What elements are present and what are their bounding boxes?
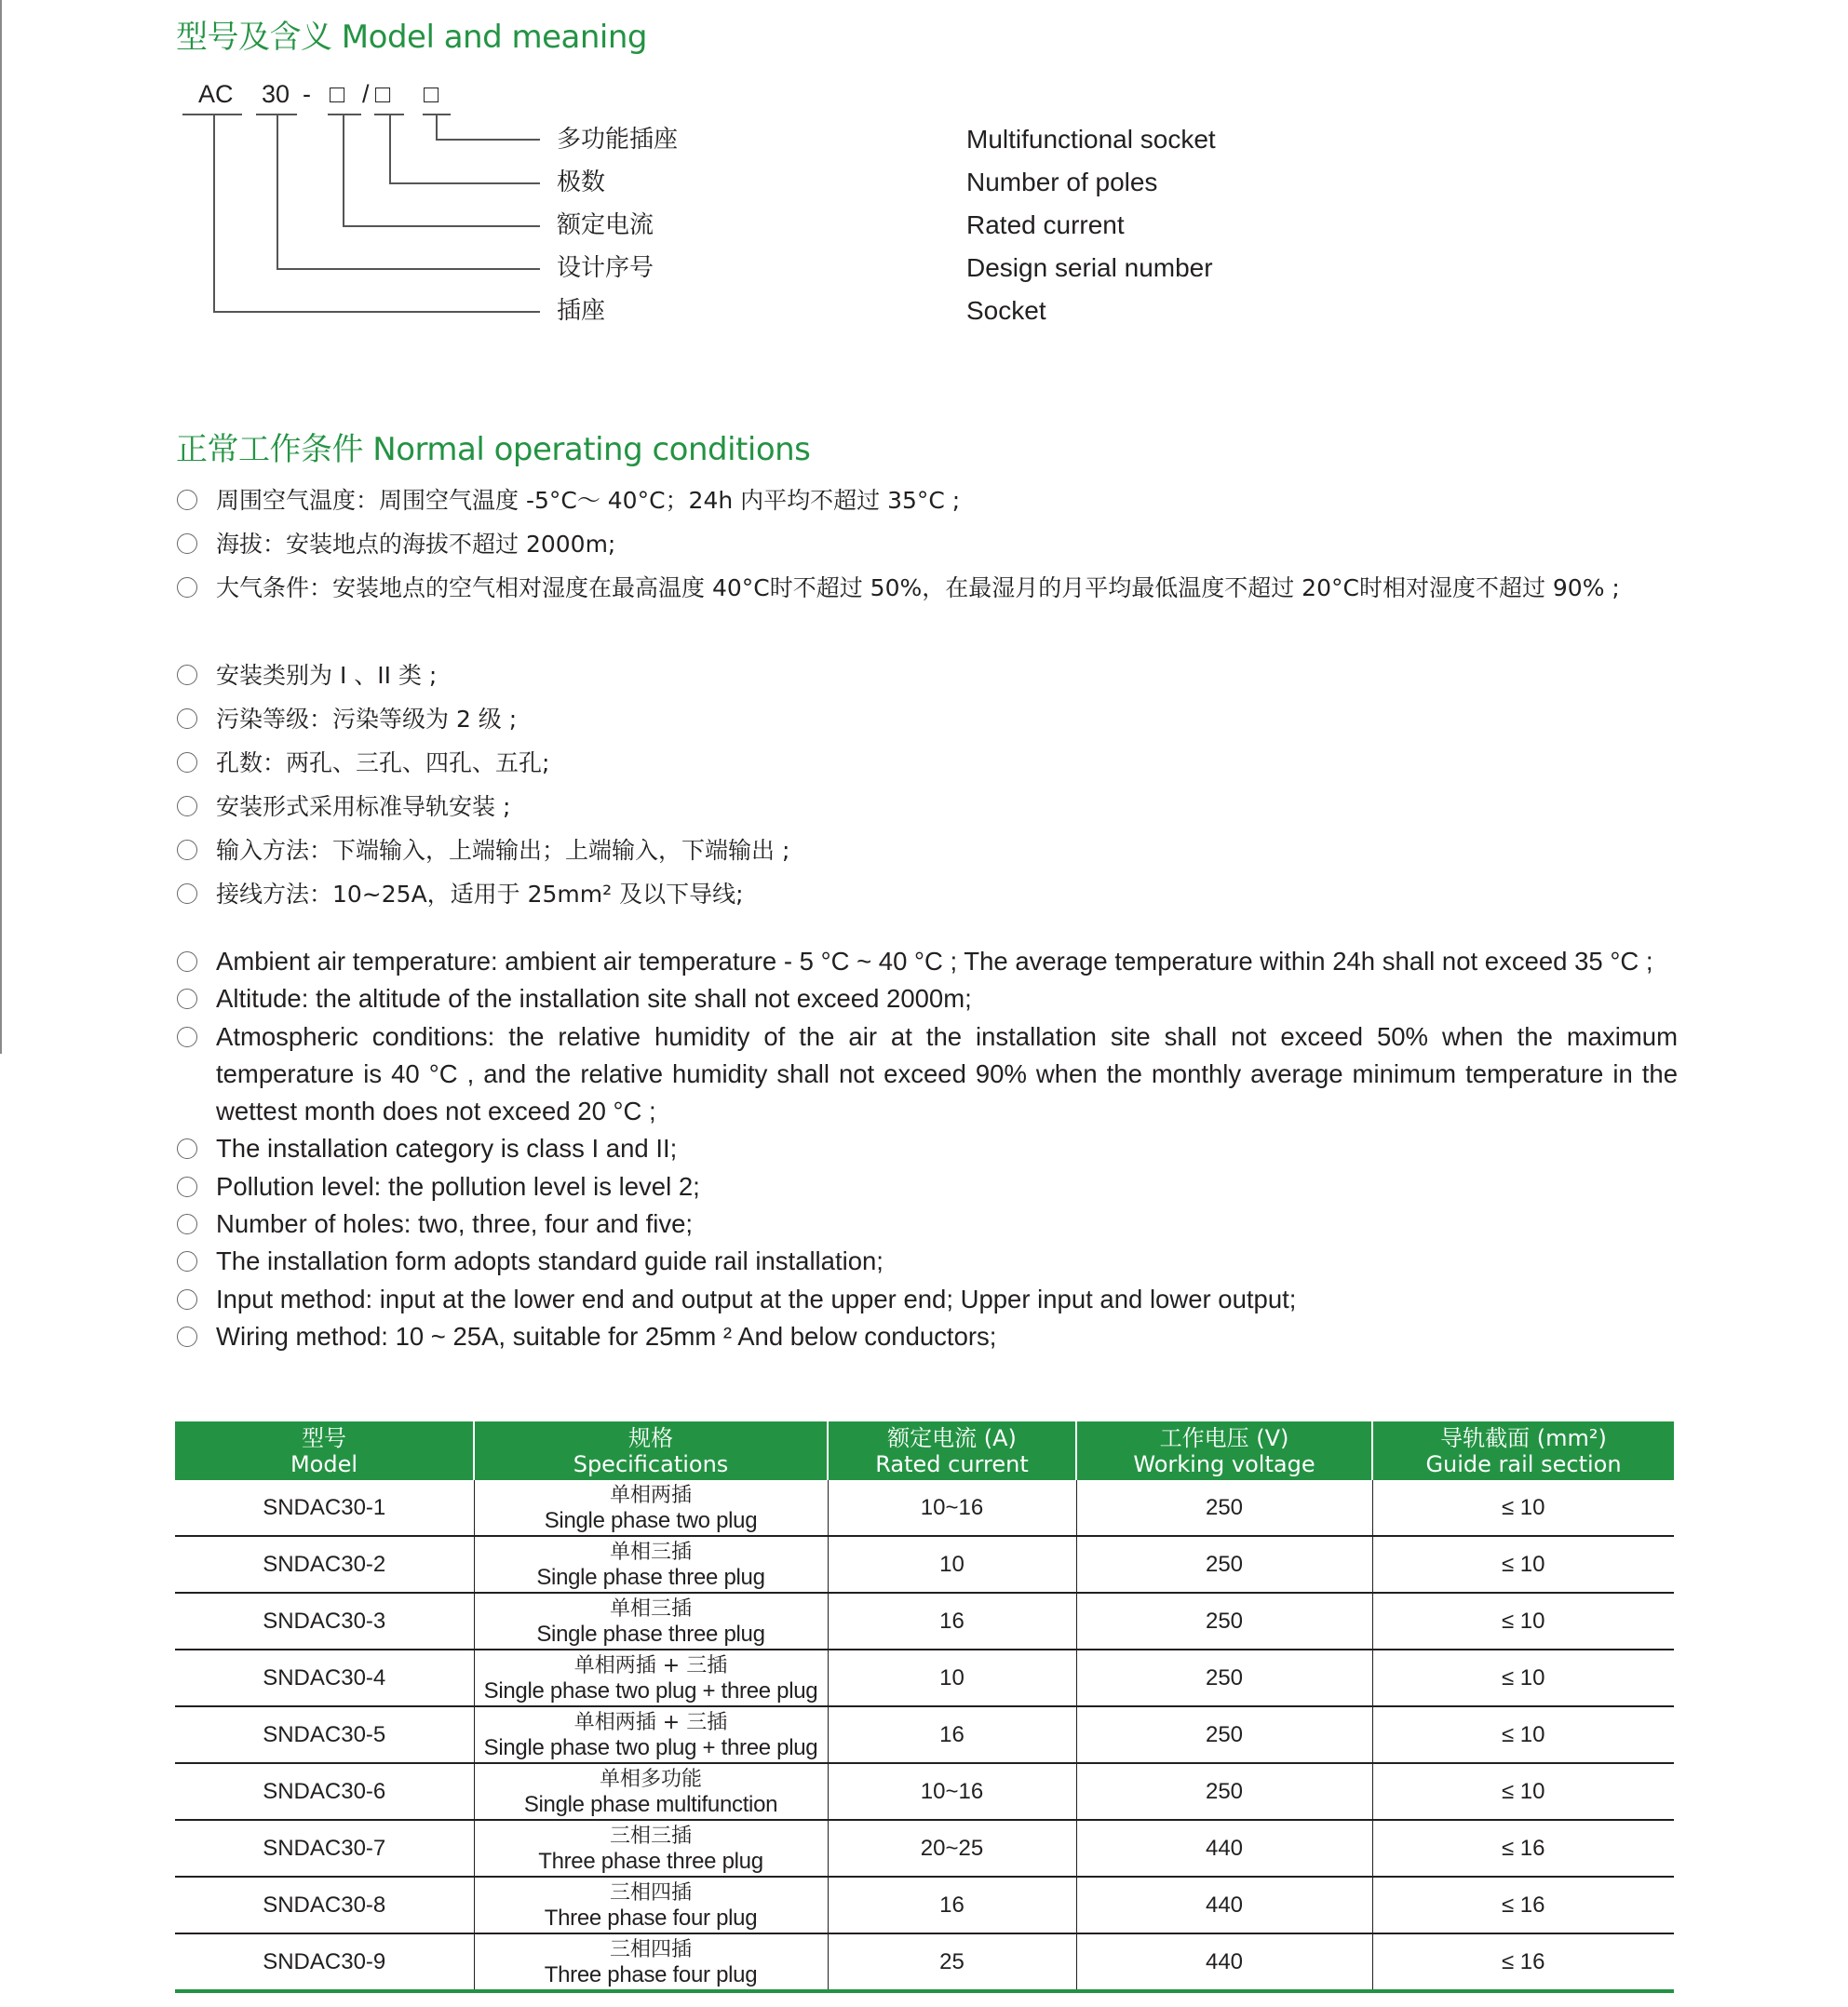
cell-voltage: 250 bbox=[1205, 1722, 1244, 1747]
cell-spec-cn: 单相三插 bbox=[609, 1596, 692, 1621]
condition-item-cn bbox=[176, 785, 1678, 828]
meaning-en-design-serial: Design serial number bbox=[966, 253, 1213, 282]
condition-text: Altitude: the altitude of the installation site shall not exceed 2000m; bbox=[216, 984, 972, 1014]
table-cell bbox=[1372, 1593, 1674, 1650]
cell-spec-cn: 三相四插 bbox=[609, 1937, 692, 1961]
underline-box1 bbox=[328, 114, 361, 115]
table-cell bbox=[175, 1536, 474, 1593]
circle-bullet-icon bbox=[177, 1289, 197, 1310]
model-section-title: 型号及含义 Model and meaning bbox=[176, 19, 647, 56]
condition-text: Atmospheric conditions: the relative humidity of the air at the installation site shall not exceed 50% when the maximum temperature is 40 °C , and the relative humidity shall not exceed 90% when the monthly average minimum temperature in the wettest month does not exceed 20 °C ; bbox=[216, 1021, 1678, 1126]
condition-text: 孔数：两孔、三孔、四孔、五孔; bbox=[216, 749, 550, 776]
cell-spec-en: Three phase three plug bbox=[538, 1848, 763, 1874]
condition-item-cn bbox=[176, 741, 1678, 785]
cell-voltage: 250 bbox=[1205, 1552, 1244, 1577]
connector-horizontal bbox=[389, 182, 540, 184]
table-cell bbox=[828, 1763, 1076, 1820]
circle-bullet-icon bbox=[177, 883, 197, 904]
table-cell bbox=[1076, 1706, 1372, 1763]
condition-item-en bbox=[176, 1206, 1678, 1243]
table-body bbox=[175, 1480, 1674, 1991]
table-cell bbox=[175, 1593, 474, 1650]
connector-horizontal bbox=[436, 139, 540, 141]
condition-text: Number of holes: two, three, four and five; bbox=[216, 1209, 694, 1239]
circle-bullet-icon bbox=[177, 577, 197, 598]
code-slash: / bbox=[362, 80, 370, 108]
connector-horizontal bbox=[277, 268, 540, 270]
cell-voltage: 440 bbox=[1205, 1893, 1244, 1918]
condition-item-cn bbox=[176, 828, 1678, 872]
condition-item-en bbox=[176, 1281, 1678, 1318]
circle-bullet-icon bbox=[177, 752, 197, 773]
circle-bullet-icon bbox=[177, 1251, 197, 1272]
table-header-row bbox=[175, 1421, 1674, 1480]
circle-bullet-icon bbox=[177, 1327, 197, 1347]
conditions-list-en bbox=[176, 943, 1678, 1355]
meaning-en-socket: Socket bbox=[966, 296, 1046, 325]
column-header-en: Model bbox=[290, 1450, 358, 1477]
cell-current: 20~25 bbox=[920, 1836, 984, 1861]
circle-bullet-icon bbox=[177, 1138, 197, 1159]
table-cell bbox=[828, 1480, 1076, 1536]
column-header-cn: 额定电流 (A) bbox=[887, 1424, 1017, 1451]
cell-model: SNDAC30-1 bbox=[263, 1495, 386, 1520]
column-header-en: Rated current bbox=[875, 1450, 1029, 1477]
code-dash: - bbox=[303, 80, 311, 108]
column-header-guide-rail-section bbox=[1372, 1421, 1674, 1480]
cell-spec-en: Single phase two plug bbox=[544, 1507, 758, 1533]
cell-voltage: 440 bbox=[1205, 1836, 1244, 1861]
circle-bullet-icon bbox=[177, 665, 197, 685]
condition-item-cn bbox=[176, 653, 1678, 697]
cell-rail: ≤ 10 bbox=[1501, 1779, 1545, 1804]
condition-text: 输入方法：下端输入，上端输出；上端输入，下端输出 ; bbox=[216, 837, 790, 864]
connector-vertical bbox=[277, 114, 278, 269]
cell-spec-en: Single phase three plug bbox=[536, 1564, 765, 1590]
table-cell bbox=[1372, 1480, 1674, 1536]
table-cell bbox=[474, 1877, 828, 1933]
table-cell bbox=[1076, 1650, 1372, 1706]
cell-model: SNDAC30-2 bbox=[263, 1552, 386, 1577]
table-cell bbox=[1372, 1706, 1674, 1763]
table-cell bbox=[828, 1536, 1076, 1593]
condition-item-en bbox=[176, 1318, 1678, 1355]
condition-item-cn bbox=[176, 522, 1678, 566]
table-row bbox=[175, 1650, 1674, 1706]
table-cell bbox=[474, 1820, 828, 1877]
code-box-current: □ bbox=[330, 80, 345, 108]
cell-rail: ≤ 16 bbox=[1501, 1836, 1545, 1861]
circle-bullet-icon bbox=[177, 1027, 197, 1047]
conditions-section-title: 正常工作条件 Normal operating conditions bbox=[176, 431, 811, 468]
circle-bullet-icon bbox=[177, 708, 197, 729]
table-cell bbox=[828, 1706, 1076, 1763]
cell-spec-en: Three phase four plug bbox=[544, 1961, 758, 1987]
condition-item-en bbox=[176, 1018, 1678, 1131]
cell-current: 10 bbox=[939, 1552, 964, 1577]
condition-text: The installation category is class I and II; bbox=[216, 1134, 678, 1164]
meaning-en-poles: Number of poles bbox=[966, 168, 1158, 196]
cell-voltage: 440 bbox=[1205, 1949, 1244, 1974]
column-header-rated-current bbox=[828, 1421, 1076, 1480]
cell-spec-cn: 单相两插 bbox=[609, 1483, 692, 1507]
column-header-model bbox=[175, 1421, 474, 1480]
condition-text: 污染等级：污染等级为 2 级 ; bbox=[216, 706, 518, 733]
condition-text: Input method: input at the lower end and output at the upper end; Upper input and lower output; bbox=[216, 1284, 1297, 1313]
cell-model: SNDAC30-3 bbox=[263, 1609, 386, 1634]
condition-item-cn bbox=[176, 566, 1678, 653]
table-cell bbox=[1076, 1820, 1372, 1877]
cell-rail: ≤ 10 bbox=[1501, 1665, 1545, 1690]
table-row bbox=[175, 1593, 1674, 1650]
column-header-specifications bbox=[474, 1421, 828, 1480]
table-cell bbox=[1372, 1763, 1674, 1820]
circle-bullet-icon bbox=[177, 1214, 197, 1234]
table-cell bbox=[828, 1593, 1076, 1650]
cell-rail: ≤ 10 bbox=[1501, 1609, 1545, 1634]
connector-horizontal bbox=[213, 311, 540, 313]
column-header-cn: 型号 bbox=[302, 1424, 346, 1451]
meaning-en-multifunctional: Multifunctional socket bbox=[966, 125, 1216, 154]
condition-item-cn bbox=[176, 697, 1678, 741]
cell-spec-en: Single phase two plug + three plug bbox=[483, 1677, 818, 1704]
table-cell bbox=[474, 1650, 828, 1706]
cell-current: 16 bbox=[939, 1722, 964, 1747]
cell-rail: ≤ 16 bbox=[1501, 1949, 1545, 1974]
meaning-cn-design-serial: 设计序号 bbox=[557, 254, 654, 282]
condition-item-cn bbox=[176, 478, 1678, 522]
circle-bullet-icon bbox=[177, 989, 197, 1009]
table-cell bbox=[175, 1480, 474, 1536]
column-header-cn: 工作电压 (V) bbox=[1159, 1424, 1289, 1451]
meaning-en-rated-current: Rated current bbox=[966, 210, 1125, 239]
table-cell bbox=[175, 1650, 474, 1706]
table-cell bbox=[1076, 1933, 1372, 1991]
cell-spec-cn: 单相两插 + 三插 bbox=[573, 1653, 728, 1677]
condition-item-cn bbox=[176, 872, 1678, 916]
connector-vertical bbox=[436, 114, 438, 140]
table-cell bbox=[474, 1763, 828, 1820]
code-serial-30: 30 bbox=[262, 80, 290, 108]
condition-item-en bbox=[176, 1168, 1678, 1206]
column-header-cn: 规格 bbox=[628, 1424, 673, 1451]
cell-model: SNDAC30-7 bbox=[263, 1836, 386, 1861]
table-cell bbox=[175, 1933, 474, 1991]
cell-current: 10 bbox=[939, 1665, 964, 1690]
condition-text: 安装形式采用标准导轨安装 ; bbox=[216, 793, 511, 820]
cell-voltage: 250 bbox=[1205, 1495, 1244, 1520]
table-cell bbox=[474, 1480, 828, 1536]
cell-model: SNDAC30-8 bbox=[263, 1893, 386, 1918]
cell-model: SNDAC30-6 bbox=[263, 1779, 386, 1804]
table-row bbox=[175, 1820, 1674, 1877]
cell-current: 16 bbox=[939, 1609, 964, 1634]
table-cell bbox=[1372, 1650, 1674, 1706]
conditions-list-cn bbox=[176, 478, 1678, 916]
cell-spec-cn: 单相两插 + 三插 bbox=[573, 1710, 728, 1734]
cell-spec-en: Single phase two plug + three plug bbox=[483, 1734, 818, 1760]
cell-voltage: 250 bbox=[1205, 1779, 1244, 1804]
circle-bullet-icon bbox=[177, 1177, 197, 1197]
table-cell bbox=[1076, 1593, 1372, 1650]
column-header-en: Specifications bbox=[573, 1450, 729, 1477]
cell-rail: ≤ 10 bbox=[1501, 1495, 1545, 1520]
cell-spec-en: Single phase three plug bbox=[536, 1621, 765, 1647]
cell-current: 16 bbox=[939, 1893, 964, 1918]
underline-ac bbox=[182, 114, 242, 115]
condition-item-en bbox=[176, 943, 1678, 980]
meaning-cn-socket: 插座 bbox=[557, 297, 606, 325]
circle-bullet-icon bbox=[177, 796, 197, 816]
condition-item-en bbox=[176, 1130, 1678, 1167]
cell-model: SNDAC30-4 bbox=[263, 1665, 386, 1690]
table-cell bbox=[1372, 1536, 1674, 1593]
spec-table bbox=[175, 1421, 1674, 1993]
table-cell bbox=[175, 1706, 474, 1763]
condition-text: The installation form adopts standard guide rail installation; bbox=[216, 1246, 884, 1276]
code-box-function: □ bbox=[424, 80, 439, 108]
cell-voltage: 250 bbox=[1205, 1665, 1244, 1690]
cell-spec-en: Three phase four plug bbox=[544, 1905, 758, 1931]
meaning-cn-poles: 极数 bbox=[557, 168, 606, 196]
code-box-poles: □ bbox=[375, 80, 391, 108]
column-header-working-voltage bbox=[1076, 1421, 1372, 1480]
table-cell bbox=[175, 1820, 474, 1877]
cell-rail: ≤ 10 bbox=[1501, 1552, 1545, 1577]
table-cell bbox=[1372, 1933, 1674, 1991]
table-cell bbox=[828, 1820, 1076, 1877]
table-cell bbox=[175, 1877, 474, 1933]
condition-text: 海拔：安装地点的海拔不超过 2000m; bbox=[216, 531, 616, 558]
model-code-diagram bbox=[0, 0, 1848, 354]
cell-current: 25 bbox=[939, 1949, 964, 1974]
cell-spec-cn: 三相四插 bbox=[609, 1880, 692, 1905]
column-header-en: Working voltage bbox=[1133, 1450, 1315, 1477]
table-cell bbox=[828, 1650, 1076, 1706]
connector-vertical bbox=[213, 114, 215, 312]
condition-text: Wiring method: 10 ~ 25A, suitable for 25mm ² And below conductors; bbox=[216, 1321, 997, 1351]
table-cell bbox=[175, 1763, 474, 1820]
condition-text: 接线方法：10~25A，适用于 25mm² 及以下导线; bbox=[216, 881, 744, 908]
cell-spec-cn: 三相三插 bbox=[609, 1824, 692, 1848]
cell-current: 10~16 bbox=[920, 1779, 984, 1804]
circle-bullet-icon bbox=[177, 951, 197, 972]
table-row bbox=[175, 1480, 1674, 1536]
connector-horizontal bbox=[343, 225, 540, 227]
column-header-cn: 导轨截面 (mm²) bbox=[1440, 1424, 1607, 1451]
condition-item-en bbox=[176, 1243, 1678, 1280]
cell-model: SNDAC30-9 bbox=[263, 1949, 386, 1974]
meaning-cn-rated-current: 额定电流 bbox=[557, 211, 654, 239]
circle-bullet-icon bbox=[177, 490, 197, 510]
table-cell bbox=[1076, 1877, 1372, 1933]
table-row bbox=[175, 1763, 1674, 1820]
circle-bullet-icon bbox=[177, 840, 197, 860]
table-cell bbox=[474, 1593, 828, 1650]
cell-rail: ≤ 16 bbox=[1501, 1893, 1545, 1918]
table-cell bbox=[1076, 1763, 1372, 1820]
column-header-en: Guide rail section bbox=[1425, 1450, 1622, 1477]
table-cell bbox=[474, 1706, 828, 1763]
table-cell bbox=[828, 1933, 1076, 1991]
cell-current: 10~16 bbox=[920, 1495, 984, 1520]
table-cell bbox=[1372, 1877, 1674, 1933]
condition-text: 安装类别为 I 、II 类 ; bbox=[216, 662, 438, 689]
table-row bbox=[175, 1877, 1674, 1933]
table-cell bbox=[828, 1877, 1076, 1933]
table-cell bbox=[474, 1933, 828, 1991]
cell-spec-en: Single phase multifunction bbox=[523, 1791, 778, 1817]
table-row bbox=[175, 1536, 1674, 1593]
code-prefix-ac: AC bbox=[198, 80, 234, 108]
table-cell bbox=[1372, 1820, 1674, 1877]
connector-vertical bbox=[389, 114, 391, 183]
cell-rail: ≤ 10 bbox=[1501, 1722, 1545, 1747]
circle-bullet-icon bbox=[177, 533, 197, 554]
condition-text: Pollution level: the pollution level is level 2; bbox=[216, 1171, 700, 1201]
table-cell bbox=[1076, 1480, 1372, 1536]
connector-vertical bbox=[343, 114, 344, 226]
table-cell bbox=[1076, 1536, 1372, 1593]
table-row bbox=[175, 1706, 1674, 1763]
table-row bbox=[175, 1933, 1674, 1991]
condition-text: 周围空气温度：周围空气温度 -5°C～ 40°C；24h 内平均不超过 35°C ; bbox=[216, 487, 961, 514]
condition-text: Ambient air temperature: ambient air temperature - 5 °C ~ 40 °C ; The average temperature within 24h shall not exceed 35 °C ; bbox=[216, 947, 1653, 976]
cell-spec-cn: 单相三插 bbox=[609, 1540, 692, 1564]
condition-item-en bbox=[176, 980, 1678, 1017]
table-cell bbox=[474, 1536, 828, 1593]
cell-voltage: 250 bbox=[1205, 1609, 1244, 1634]
cell-spec-cn: 单相多功能 bbox=[599, 1767, 702, 1791]
cell-model: SNDAC30-5 bbox=[263, 1722, 386, 1747]
meaning-cn-multifunctional: 多功能插座 bbox=[557, 126, 679, 154]
condition-text: 大气条件：安装地点的空气相对湿度在最高温度 40°C时不超过 50%，在最湿月的月平均最低温度不超过 20°C时相对湿度不超过 90% ; bbox=[216, 574, 1620, 601]
